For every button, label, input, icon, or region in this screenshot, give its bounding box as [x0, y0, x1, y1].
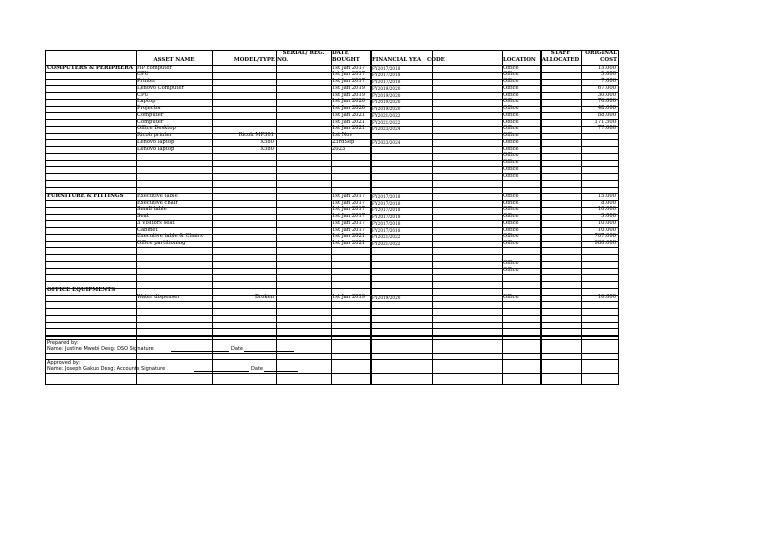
- section-label: OFFICE EQUIPMENTS: [47, 287, 116, 294]
- row-rule: [46, 180, 618, 181]
- financial-year: FY2017/2018: [372, 227, 401, 233]
- column-divider: [276, 50, 277, 384]
- original-cost: 10.000: [597, 206, 616, 213]
- original-cost: 10.000: [597, 219, 616, 226]
- location: Office: [503, 145, 519, 152]
- asset-name: Projector: [137, 105, 162, 112]
- original-cost: 5.000: [601, 213, 616, 220]
- location: Office: [503, 132, 519, 139]
- original-cost: 15.000: [597, 64, 616, 71]
- original-cost: 15.000: [597, 192, 616, 199]
- asset-name: Office partitioning: [137, 240, 186, 247]
- financial-year: FY2019/2020: [372, 85, 401, 91]
- prepared-date-label: Date: [231, 346, 243, 352]
- column-header: STAFF: [550, 50, 571, 56]
- row-rule: [46, 353, 618, 354]
- column-header: LOCATION: [503, 57, 536, 63]
- date-underline: [264, 366, 298, 372]
- financial-year: FY2019/2020: [372, 106, 401, 112]
- date-bought: 1st Jan 2020: [332, 105, 366, 112]
- location: Office: [503, 159, 519, 166]
- original-cost: 7.000: [601, 78, 616, 85]
- location: Office: [503, 233, 519, 240]
- row-rule: [46, 261, 618, 262]
- column-header: CODE: [427, 57, 445, 63]
- financial-year: FY2023/2024: [372, 126, 401, 132]
- location: Office: [503, 152, 519, 159]
- date-bought: 1st Jan 2017: [332, 206, 366, 213]
- location: Office: [503, 84, 519, 91]
- column-header: SERIAL/ REG.: [282, 50, 325, 56]
- date-bought: 23rdSep: [332, 138, 355, 145]
- date-bought: 1st Jan 2019: [332, 91, 366, 98]
- column-divider: [540, 50, 542, 384]
- financial-year: FY2017/2018: [372, 193, 401, 199]
- financial-year: FY2021/2022: [372, 234, 401, 240]
- original-cost: 16.000: [597, 294, 616, 301]
- row-rule: [46, 322, 618, 323]
- location: Office: [503, 267, 519, 274]
- location: Office: [503, 91, 519, 98]
- column-header: BOUGHT: [332, 57, 360, 63]
- model-type: X580: [260, 145, 274, 152]
- location: Office: [503, 118, 519, 125]
- financial-year: FY2017/2018: [372, 214, 401, 220]
- row-rule: [46, 187, 618, 188]
- financial-year: FY2017/2018: [372, 220, 401, 226]
- date-bought: 1st Nov: [332, 132, 353, 139]
- row-rule: [46, 160, 618, 161]
- row-rule: [46, 315, 618, 316]
- financial-year: FY2021/2022: [372, 241, 401, 247]
- financial-year: FY2017/2018: [372, 207, 401, 213]
- original-cost: 980.000: [594, 240, 616, 247]
- column-header: ASSET NAME: [153, 57, 195, 63]
- signature-underline: [194, 366, 249, 372]
- location: Office: [503, 98, 519, 105]
- row-rule: [46, 281, 618, 282]
- asset-name: Printer: [137, 78, 156, 85]
- row-rule: [46, 254, 618, 255]
- asset-name: Cabinet: [137, 226, 158, 233]
- signature-underline: [171, 346, 229, 352]
- financial-year: FY2019/2020: [372, 92, 401, 98]
- location: Office: [503, 260, 519, 267]
- asset-name: Executive table: [137, 192, 178, 199]
- location: Office: [503, 226, 519, 233]
- financial-year: FY2017/2018: [372, 79, 401, 85]
- location: Office: [503, 125, 519, 132]
- approved-by-label: Approved by:: [47, 359, 81, 366]
- row-rule: [46, 153, 618, 154]
- asset-name: Computer: [137, 118, 164, 125]
- asset-name: CPU: [137, 91, 149, 98]
- original-cost: 48.000: [597, 105, 616, 112]
- location: Office: [503, 213, 519, 220]
- asset-name: Water dispenser: [137, 294, 180, 301]
- date-bought: 1st Jan 2021: [332, 118, 366, 125]
- original-cost: 67.000: [597, 84, 616, 91]
- date-bought: 1st Jan 2021: [332, 111, 366, 118]
- model-type: Ricoh MP301: [238, 132, 274, 139]
- row-rule: [46, 173, 618, 174]
- date-bought: 1st Jan 2017: [332, 199, 366, 206]
- section-label: COMPUTERS & PERIPHERA: [47, 64, 133, 71]
- asset-name: Office Desktop: [137, 125, 176, 132]
- model-type: Broken: [255, 294, 274, 301]
- financial-year: FY2019/2020: [372, 295, 401, 301]
- row-rule: [46, 268, 618, 269]
- location: Office: [503, 192, 519, 199]
- date-bought: 1st Jan 2019: [332, 294, 366, 301]
- financial-year: FY2017/2018: [372, 72, 401, 78]
- location: Office: [503, 165, 519, 172]
- date-bought: 1st Jan 2019: [332, 84, 366, 91]
- financial-year: FY2023/2024: [372, 139, 401, 145]
- asset-name: Lenovo laptop: [137, 145, 175, 152]
- original-cost: 707.000: [594, 233, 616, 240]
- column-divider: [432, 50, 433, 384]
- financial-year: FY2017/2018: [372, 65, 401, 71]
- asset-register-sheet: [45, 50, 619, 385]
- model-type: X580: [260, 138, 274, 145]
- date-bought: 1st Jan 2017: [332, 219, 366, 226]
- original-cost: 30.000: [597, 91, 616, 98]
- date-bought: 1st Jan 2017: [332, 64, 366, 71]
- date-bought: 1st Jan 2021: [332, 233, 366, 240]
- asset-name: Lenovo laptop: [137, 138, 175, 145]
- column-divider: [212, 50, 213, 384]
- column-header: ORIGINAL: [585, 50, 617, 56]
- asset-name: Laptop: [137, 98, 156, 105]
- original-cost: 10.000: [597, 226, 616, 233]
- column-header: ALLOCATED: [541, 57, 580, 63]
- approved-by-line: Name: Joseph Gakuo Desg: Accounts Signature: [47, 366, 166, 372]
- location: Office: [503, 138, 519, 145]
- original-cost: 70.000: [597, 98, 616, 105]
- asset-name: Lenovo Computer: [137, 84, 184, 91]
- row-rule: [46, 308, 618, 309]
- financial-year: FY2019/2020: [372, 99, 401, 105]
- approved-date-label: Date: [251, 366, 263, 372]
- location: Office: [503, 111, 519, 118]
- row-rule: [46, 339, 618, 340]
- row-rule: [46, 247, 618, 248]
- column-header: COST: [600, 57, 617, 63]
- date-bought: 1st Jan 2020: [332, 98, 366, 105]
- row-rule: [46, 301, 618, 302]
- row-rule: [46, 274, 618, 275]
- location: Office: [503, 199, 519, 206]
- date-bought: 1st Jan 2021: [332, 125, 366, 132]
- section-rule: [46, 335, 618, 337]
- original-cost: 5.000: [601, 71, 616, 78]
- location: Office: [503, 172, 519, 179]
- column-header: MODEL/TYPE: [233, 57, 275, 63]
- financial-year: FY2017/2018: [372, 200, 401, 206]
- date-bought: 1st Jan 2017: [332, 192, 366, 199]
- prepared-by-line: Name: Justine Mwebi Desg: DSO Signature: [47, 346, 154, 352]
- location: Office: [503, 71, 519, 78]
- original-cost: 8.000: [601, 199, 616, 206]
- section-label: FURNITURE & FITTINGS: [47, 192, 124, 199]
- asset-name: 3 Visitors seat: [137, 219, 175, 226]
- column-header: FINANCIAL YEA: [372, 57, 422, 63]
- column-header: NO.: [277, 57, 289, 63]
- asset-name: Small table: [137, 206, 167, 213]
- date-bought: 1st Jan 2017: [332, 226, 366, 233]
- date-bought: 1st Jan 2021: [332, 240, 366, 247]
- prepared-by-label: Prepared by:: [47, 339, 79, 346]
- financial-year: FY2021/2022: [372, 112, 401, 118]
- row-rule: [46, 359, 618, 360]
- date-bought: 2023: [332, 145, 346, 152]
- location: Office: [503, 78, 519, 85]
- location: Office: [503, 294, 519, 301]
- column-header: DATE: [332, 50, 349, 56]
- date-bought: 1st Jan 2017: [332, 213, 366, 220]
- original-cost: 77.000: [597, 125, 616, 132]
- location: Office: [503, 206, 519, 213]
- location: Office: [503, 219, 519, 226]
- date-bought: 1st Jan 2017: [332, 71, 366, 78]
- row-rule: [46, 373, 618, 374]
- asset-name: HP computer: [137, 64, 172, 71]
- asset-name: Computer: [137, 111, 164, 118]
- asset-name: Seat: [137, 213, 149, 220]
- asset-name: CPU: [137, 71, 149, 78]
- location: Office: [503, 240, 519, 247]
- date-bought: 1st Jan 2017: [332, 78, 366, 85]
- asset-name: Ricoh printer: [137, 132, 173, 139]
- row-rule: [46, 288, 618, 289]
- location: Office: [503, 64, 519, 71]
- row-rule: [46, 328, 618, 329]
- original-cost: 171.500: [594, 118, 616, 125]
- original-cost: 88.000: [597, 111, 616, 118]
- asset-name: Executive chair: [137, 199, 178, 206]
- financial-year: FY2021/2022: [372, 119, 401, 125]
- location: Office: [503, 105, 519, 112]
- date-underline: [244, 346, 294, 352]
- asset-name: Executive table & Chairs: [137, 233, 203, 240]
- row-rule: [46, 166, 618, 167]
